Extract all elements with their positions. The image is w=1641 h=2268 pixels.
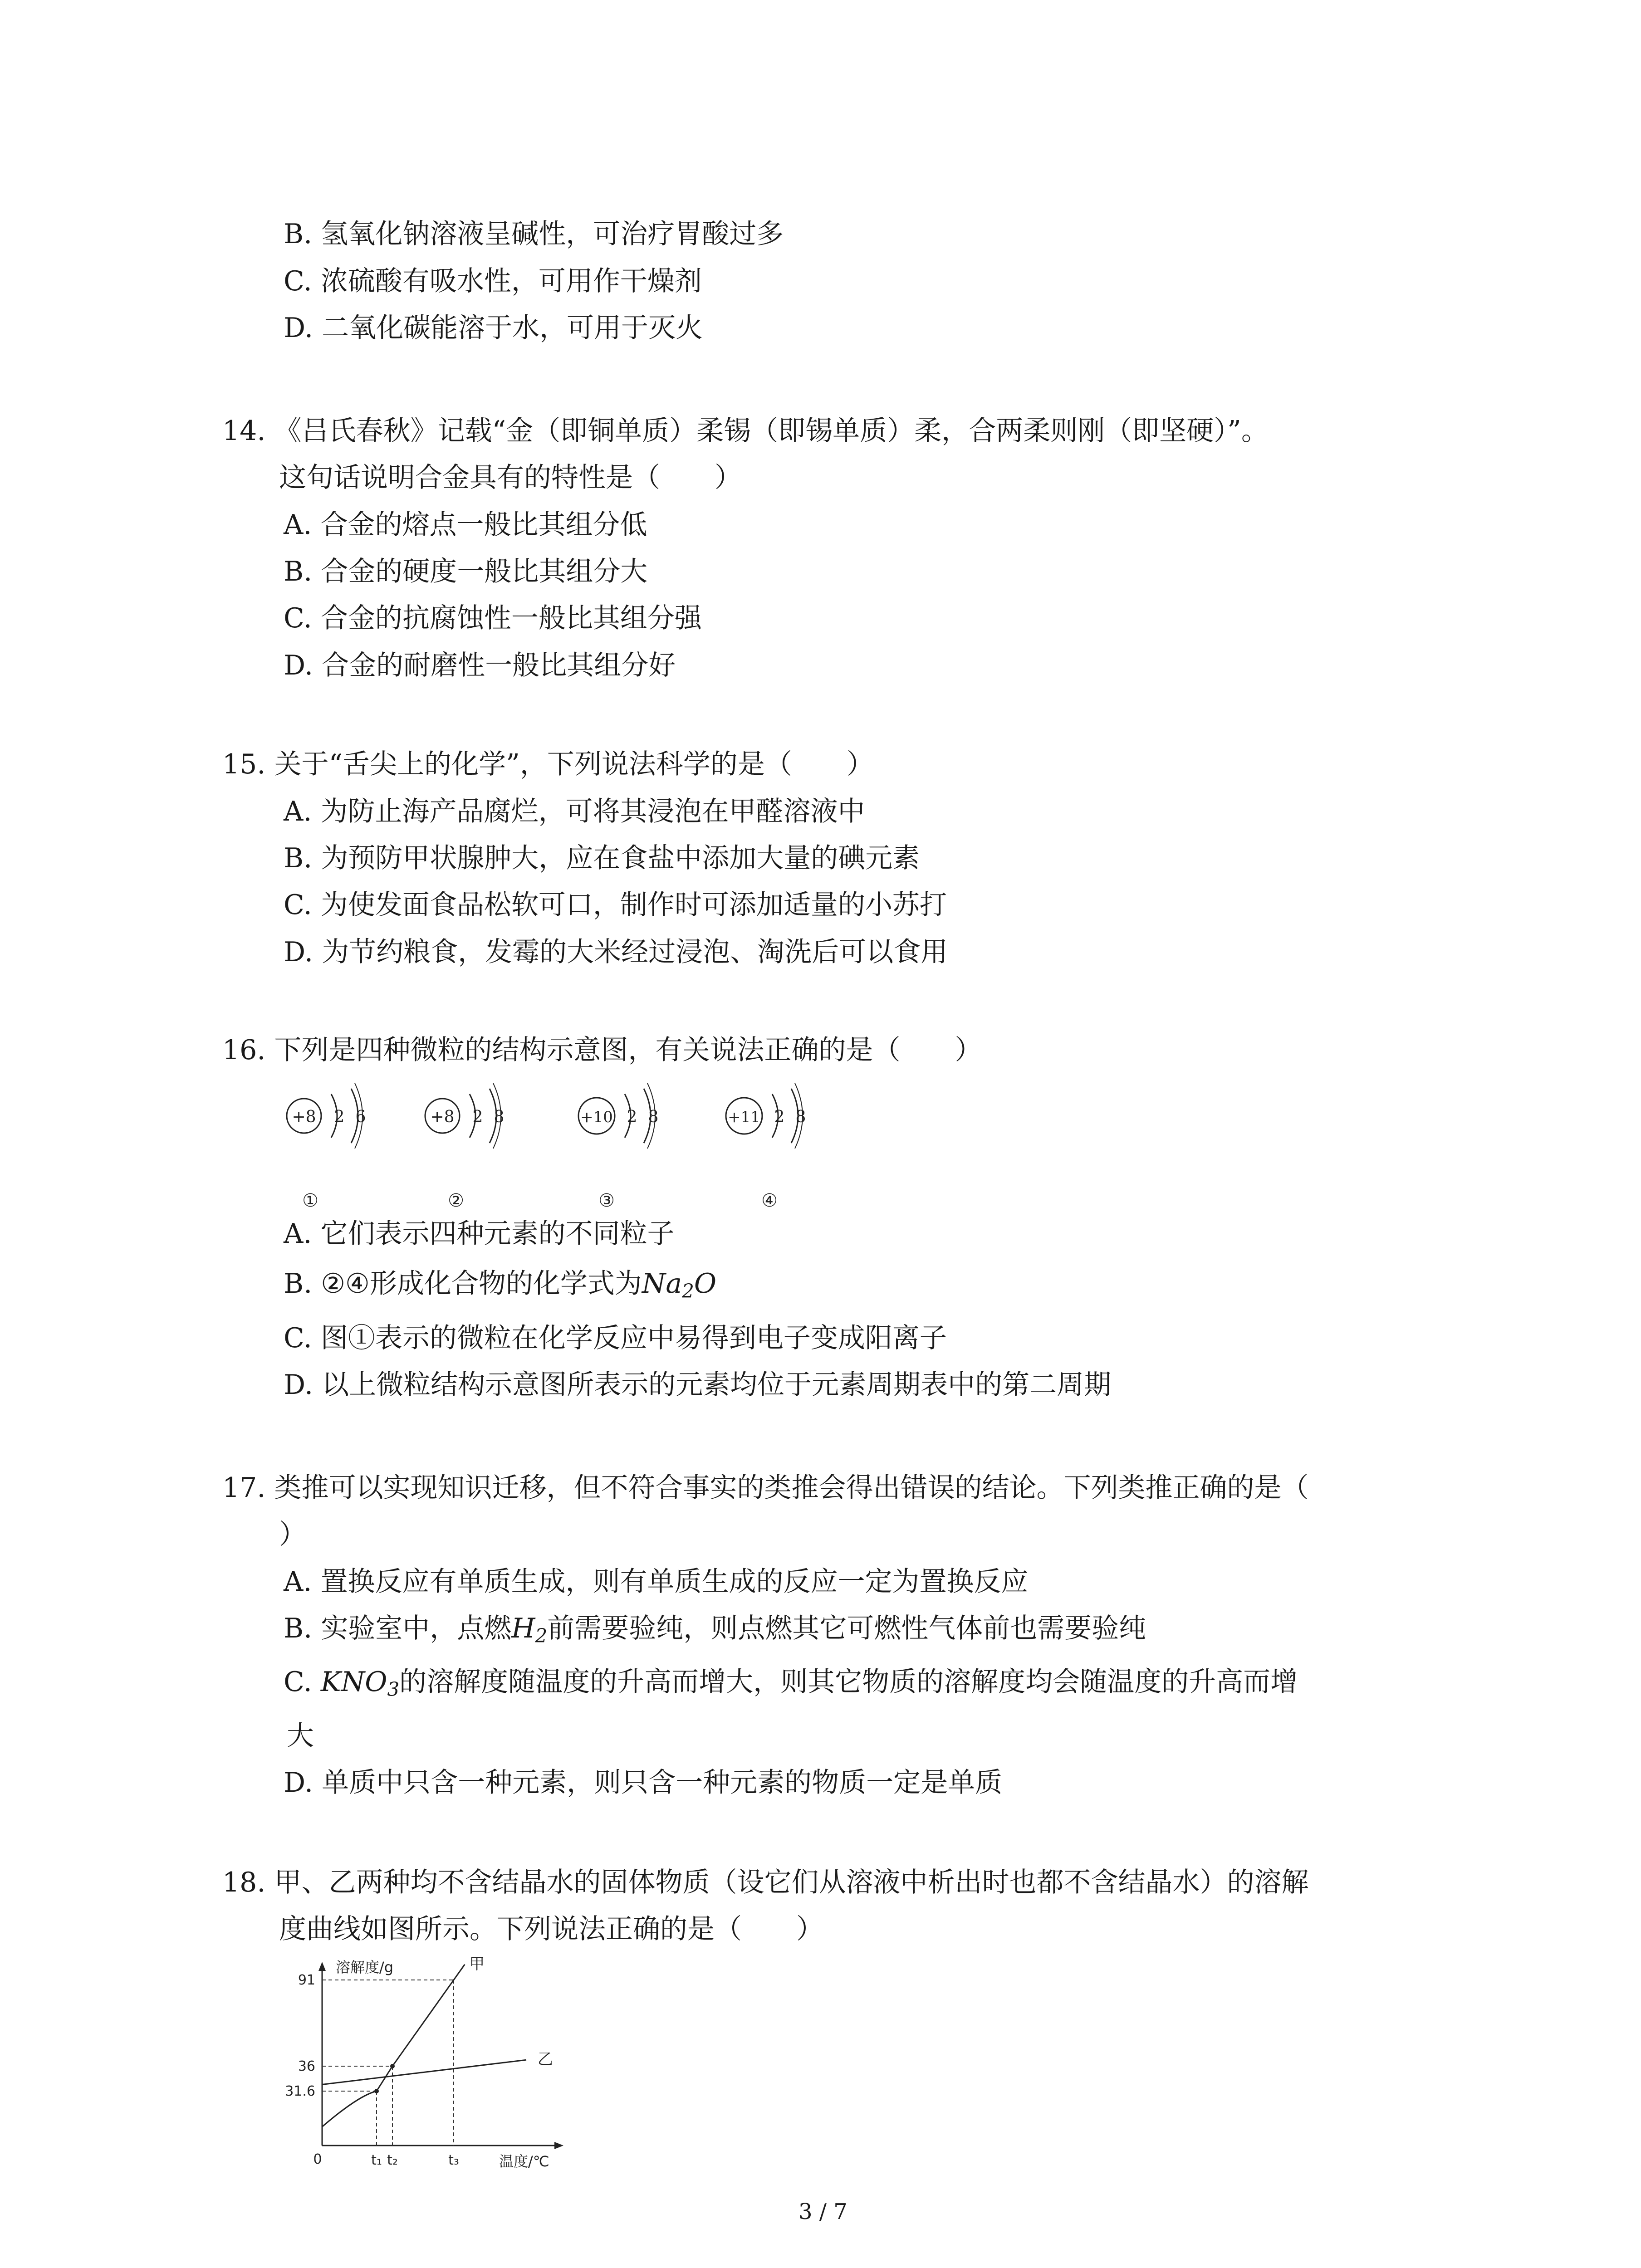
particle-4-nucleus: +11 bbox=[728, 1108, 760, 1126]
q18-stem-cont: 度曲线如图所示。下列说法正确的是（ ） bbox=[279, 1913, 823, 1945]
q17-formula-h2: $H_2$ bbox=[511, 1613, 548, 1647]
guide-lines bbox=[322, 1980, 454, 2146]
q16-option-d: D. 以上微粒结构示意图所表示的元素均位于元素周期表中的第二周期 bbox=[284, 1369, 1112, 1401]
q17-option-c bbox=[284, 1664, 1298, 1708]
q17-option-b-pre: B. 实验室中，点燃 bbox=[284, 1613, 512, 1644]
marked-point-0 bbox=[374, 2089, 379, 2093]
particle-2-shell2: 8 bbox=[494, 1108, 505, 1126]
q17-option-c-cont: 大 bbox=[287, 1720, 314, 1752]
atomic-structure-diagrams bbox=[277, 1080, 867, 1211]
solubility-chart bbox=[272, 1955, 599, 2168]
x-tick-1: t₂ bbox=[387, 2152, 398, 2168]
particle-1-shell1: 2 bbox=[334, 1108, 345, 1126]
particle-3-shell1: 2 bbox=[627, 1108, 637, 1126]
q14-option-b: B. 合金的硬度一般比其组分大 bbox=[284, 556, 648, 587]
q17-stem: 17. 类推可以实现知识迁移，但不符合事实的类推会得出错误的结论。下列类推正确的是（ bbox=[222, 1472, 1309, 1504]
particle-1-nucleus: +8 bbox=[292, 1108, 316, 1126]
q14-stem: 14. 《吕氏春秋》记载“金（即铜单质）柔锡（即锡单质）柔，合两柔则刚（即坚硬）”。 bbox=[222, 415, 1269, 447]
q15-option-c: C. 为使发面食品松软可口，制作时可添加适量的小苏打 bbox=[284, 889, 947, 921]
q16-formula: $Na_2O$ bbox=[642, 1268, 717, 1302]
q15-option-b: B. 为预防甲状腺肿大，应在食盐中添加大量的碘元素 bbox=[284, 842, 920, 874]
y-tick-labels bbox=[285, 1972, 315, 2099]
q14-option-d: D. 合金的耐磨性一般比其组分好 bbox=[284, 650, 676, 681]
y-tick-1: 36 bbox=[298, 2058, 315, 2074]
q15-stem: 15. 关于“舌尖上的化学”，下列说法科学的是（ ） bbox=[222, 748, 874, 780]
particle-3-shell2: 8 bbox=[648, 1108, 659, 1126]
x-tick-0: t₁ bbox=[371, 2152, 382, 2168]
q17-option-c-pre: C. bbox=[284, 1666, 321, 1698]
particle-1-label: ① bbox=[302, 1190, 318, 1211]
particle-1-shell2: 6 bbox=[355, 1108, 366, 1126]
q15-option-a: A. 为防止海产品腐烂，可将其浸泡在甲醛溶液中 bbox=[284, 796, 865, 827]
series-yi-curve bbox=[322, 2060, 526, 2084]
particle-4 bbox=[726, 1083, 806, 1211]
q17-stem-cont: ） bbox=[279, 1519, 306, 1550]
q17-formula-kno3: $KNO_3$ bbox=[320, 1666, 400, 1701]
x-tick-labels bbox=[371, 2152, 459, 2168]
q13-option-c: C. 浓硫酸有吸水性，可用作干燥剂 bbox=[284, 265, 702, 297]
q17-option-b bbox=[284, 1610, 1146, 1654]
particle-2 bbox=[425, 1083, 504, 1211]
particle-3-nucleus: +10 bbox=[580, 1108, 613, 1126]
q13-option-b: B. 氢氧化钠溶液呈碱性，可治疗胃酸过多 bbox=[284, 218, 784, 250]
q16-option-b-text: B. ②④形成化合物的化学式为 bbox=[284, 1268, 642, 1300]
particle-2-nucleus: +8 bbox=[430, 1108, 455, 1126]
particle-2-shell1: 2 bbox=[472, 1108, 483, 1126]
q14-option-c: C. 合金的抗腐蚀性一般比其组分强 bbox=[284, 602, 702, 634]
particle-1 bbox=[287, 1083, 366, 1211]
y-tick-2: 31.6 bbox=[285, 2083, 315, 2099]
y-axis-arrow bbox=[318, 1962, 326, 1971]
x-axis-arrow bbox=[554, 2142, 563, 2149]
q17-option-d: D. 单质中只含一种元素，则只含一种元素的物质一定是单质 bbox=[284, 1767, 1003, 1799]
q16-option-b bbox=[284, 1266, 716, 1310]
origin-label: 0 bbox=[313, 2151, 322, 2167]
series-jia-curve bbox=[322, 1965, 465, 2127]
particle-4-label: ④ bbox=[761, 1190, 778, 1211]
x-axis-label: 温度/℃ bbox=[499, 2153, 549, 2168]
y-tick-0: 91 bbox=[298, 1972, 315, 1988]
q14-option-a: A. 合金的熔点一般比其组分低 bbox=[284, 509, 647, 541]
particle-2-label: ② bbox=[448, 1190, 464, 1211]
q16-stem: 16. 下列是四种微粒的结构示意图，有关说法正确的是（ ） bbox=[222, 1034, 982, 1066]
y-axis-label: 溶解度/g bbox=[336, 1959, 394, 1976]
q16-option-c: C. 图①表示的微粒在化学反应中易得到电子变成阳离子 bbox=[284, 1322, 947, 1354]
q15-option-d: D. 为节约粮食，发霉的大米经过浸泡、淘洗后可以食用 bbox=[284, 936, 948, 968]
particle-3-label: ③ bbox=[598, 1190, 615, 1211]
q17-option-c-post: 的溶解度随温度的升高而增大，则其它物质的溶解度均会随温度的升高而增 bbox=[399, 1666, 1298, 1698]
particle-4-shell1: 2 bbox=[774, 1108, 785, 1126]
q17-option-a: A. 置换反应有单质生成，则有单质生成的反应一定为置换反应 bbox=[284, 1566, 1029, 1598]
x-tick-2: t₃ bbox=[448, 2152, 459, 2168]
page-number: 3 / 7 bbox=[798, 2199, 847, 2224]
particle-4-shell2: 8 bbox=[795, 1108, 806, 1126]
q16-option-a: A. 它们表示四种元素的不同粒子 bbox=[284, 1218, 675, 1250]
q18-stem: 18. 甲、乙两种均不含结晶水的固体物质（设它们从溶液中析出时也都不含结晶水）的溶解 bbox=[222, 1867, 1309, 1898]
series-jia-label: 甲 bbox=[469, 1955, 485, 1973]
particle-3 bbox=[578, 1083, 658, 1211]
series-yi-label: 乙 bbox=[538, 2050, 553, 2069]
q14-stem-cont: 这句话说明合金具有的特性是（ ） bbox=[279, 462, 742, 494]
marked-point-1 bbox=[390, 2064, 395, 2068]
q17-option-b-post: 前需要验纯，则点燃其它可燃性气体前也需要验纯 bbox=[547, 1613, 1146, 1644]
q13-option-d: D. 二氧化碳能溶于水，可用于灭火 bbox=[284, 312, 703, 344]
